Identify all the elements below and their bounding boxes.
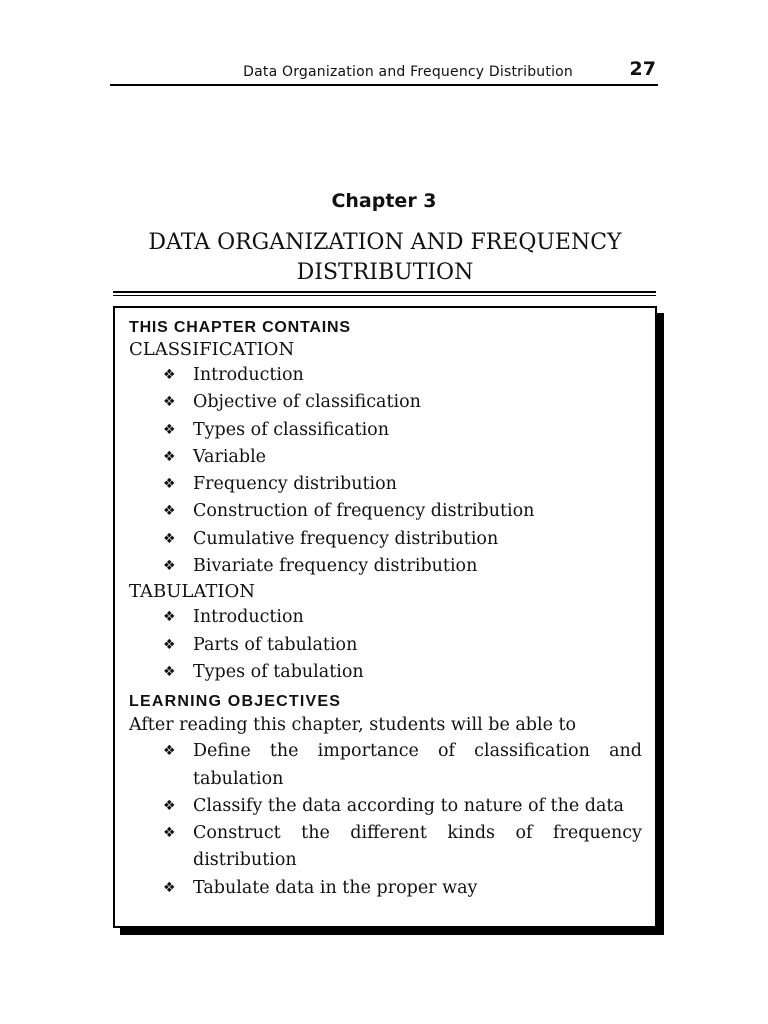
diamond-bullet-icon: ❖ <box>163 421 176 438</box>
diamond-bullet-icon: ❖ <box>163 663 176 680</box>
list-item: ❖ Construct the different kinds of frequency distribution <box>129 820 642 875</box>
diamond-bullet-icon: ❖ <box>163 636 176 653</box>
classification-heading: CLASSIFICATION <box>129 339 295 360</box>
list-item: ❖ Frequency distribution <box>129 471 642 498</box>
learning-objectives-heading: LEARNING OBJECTIVES <box>129 693 342 711</box>
chapter-label: Chapter 3 <box>331 190 437 212</box>
diamond-bullet-icon: ❖ <box>163 367 176 383</box>
list-item: ❖ Variable <box>129 444 642 471</box>
diamond-bullet-icon: ❖ <box>163 609 176 626</box>
chapter-title-line-1: DATA ORGANIZATION AND FREQUENCY <box>148 230 622 255</box>
diamond-bullet-icon: ❖ <box>163 558 176 575</box>
running-header <box>110 58 658 86</box>
list-item: ❖ Bivariate frequency distribution <box>129 553 642 580</box>
diamond-bullet-icon: ❖ <box>163 530 176 547</box>
tabulation-heading: TABULATION <box>129 581 256 603</box>
diamond-bullet-icon: ❖ <box>163 879 176 896</box>
diamond-bullet-icon: ❖ <box>163 448 176 465</box>
list-item: ❖ Classify the data according to nature of the data <box>129 793 642 820</box>
list-item: ❖ Define the importance of classification and tabulation <box>129 738 642 793</box>
chapter-contents-box <box>113 306 657 928</box>
list-item: ❖ Introduction <box>129 362 642 389</box>
learning-objectives-intro: After reading this chapter, students will be able to <box>129 715 577 736</box>
tabulation-list <box>129 604 642 686</box>
list-item: ❖ Tabulate data in the proper way <box>129 875 642 902</box>
chapter-title-line-2: DISTRIBUTION <box>296 260 474 285</box>
diamond-bullet-icon: ❖ <box>163 503 176 520</box>
classification-list <box>129 362 642 580</box>
diamond-bullet-icon: ❖ <box>163 476 176 493</box>
diamond-bullet-icon: ❖ <box>163 394 176 411</box>
learning-objectives-list <box>129 738 642 902</box>
list-item: ❖ Types of tabulation <box>129 659 642 686</box>
diamond-bullet-icon: ❖ <box>163 743 176 760</box>
list-item: ❖ Objective of classification <box>129 389 642 416</box>
list-item: ❖ Introduction <box>129 604 642 631</box>
list-item: ❖ Types of classification <box>129 417 642 444</box>
contains-heading: THIS CHAPTER CONTAINS <box>129 319 351 336</box>
chapter-title <box>112 228 658 288</box>
running-title: Data Organization and Frequency Distribution <box>243 64 573 80</box>
page-number: 27 <box>629 58 656 80</box>
title-divider <box>113 291 656 296</box>
diamond-bullet-icon: ❖ <box>163 825 176 842</box>
diamond-bullet-icon: ❖ <box>163 797 176 814</box>
list-item: ❖ Parts of tabulation <box>129 632 642 659</box>
list-item: ❖ Construction of frequency distribution <box>129 498 642 525</box>
list-item: ❖ Cumulative frequency distribution <box>129 526 642 553</box>
